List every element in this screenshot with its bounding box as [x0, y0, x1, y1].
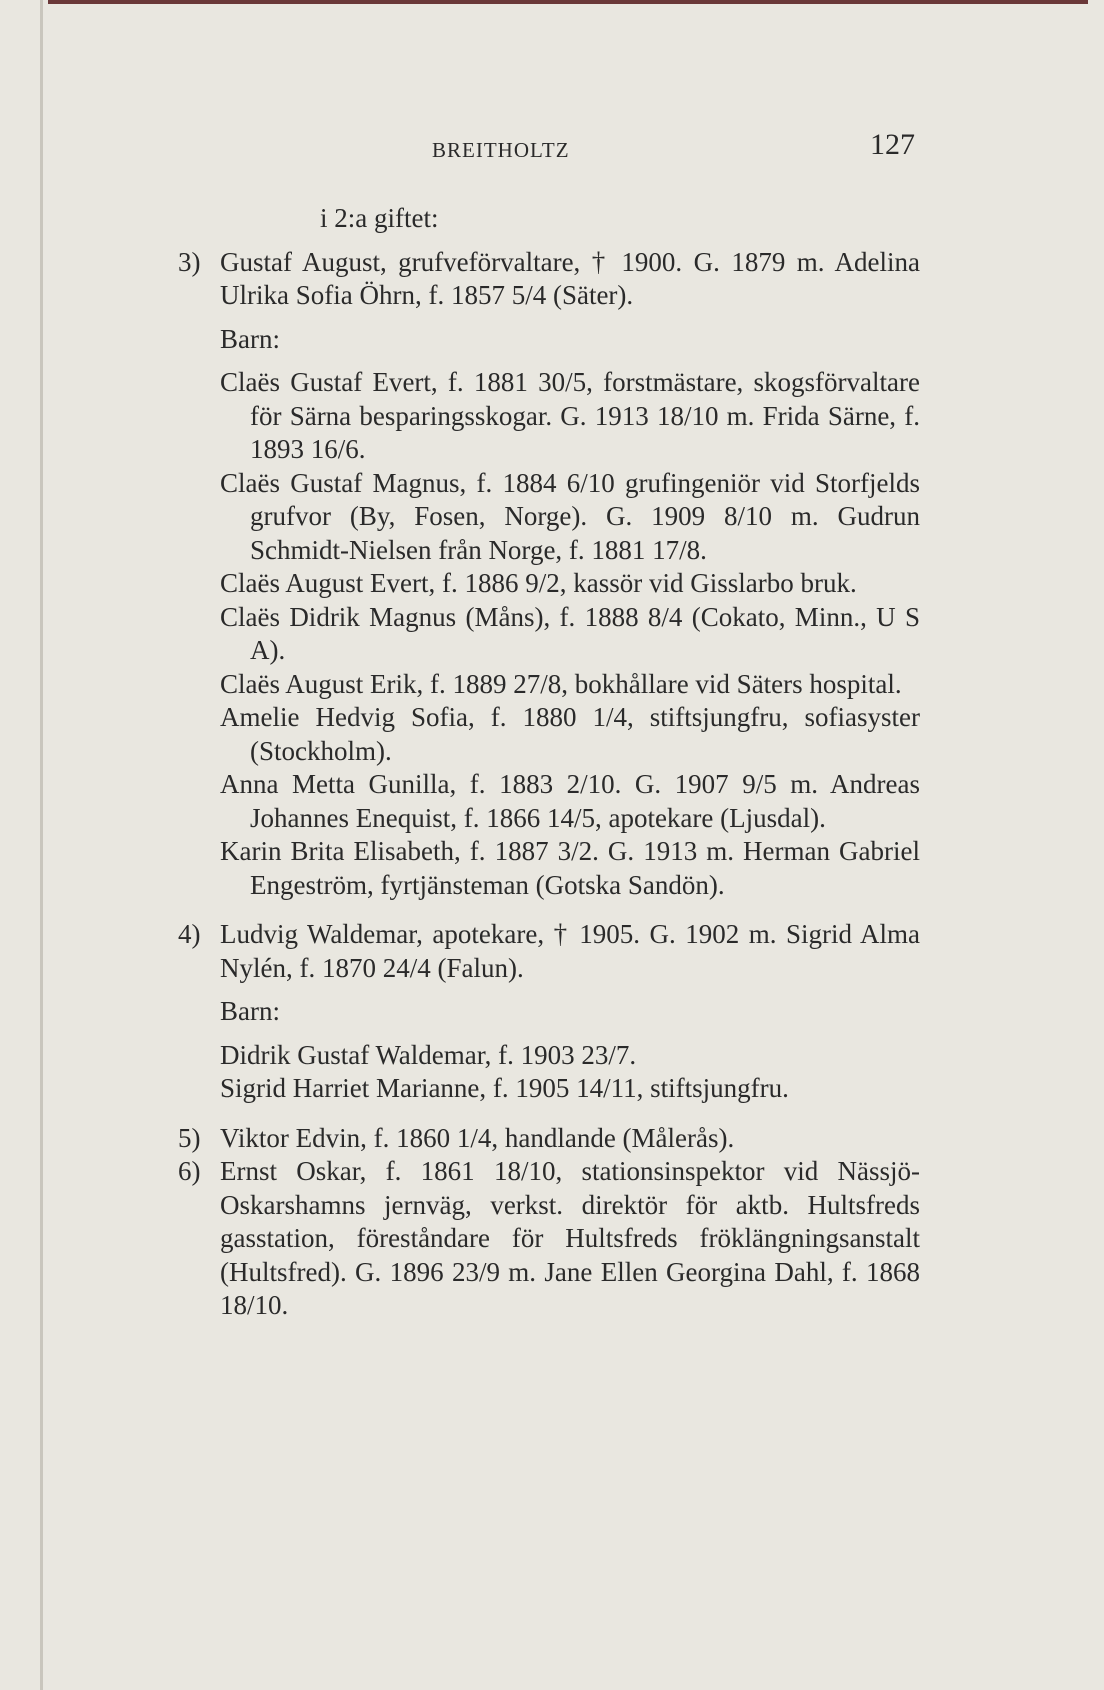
entry-number: 4)	[178, 919, 201, 949]
entry-text: Ernst Oskar, f. 1861 18/10, stationsinspektor vid Nässjö-Oskarshamns jernväg, verkst. direktör för aktb. Hultsfreds gasstation, föreståndare för Hultsfreds fröklängningsanstalt (Hultsfred). G. 1896 23/9 m. Jane Ellen Georgina Dahl, f. 1868 18/10.	[220, 1156, 920, 1320]
entry-4	[178, 918, 920, 1106]
child-entry: Claës Didrik Magnus (Måns), f. 1888 8/4 (Cokato, Minn., U S A).	[220, 601, 920, 665]
entry-3	[178, 246, 920, 903]
entry-text: Viktor Edvin, f. 1860 1/4, handlande (Målerås).	[220, 1122, 735, 1153]
child-entry: Claës Gustaf Evert, f. 1881 30/5, forstmästare, skogsförvaltare för Särna besparingsskogar. G. 1913 18/10 m. Frida Särne, f. 1893 16/6.	[220, 367, 920, 464]
child-entry: Didrik Gustaf Waldemar, f. 1903 23/7.	[220, 1039, 637, 1070]
book-page	[178, 128, 920, 1323]
page-gutter-line	[40, 0, 43, 1690]
child-entry: Claës Gustaf Magnus, f. 1884 6/10 grufingeniör vid Storfjelds grufvor (By, Fosen, Norge). G. 1909 8/10 m. Gudrun Schmidt-Nielsen från Norge, f. 1881 17/8.	[220, 467, 920, 565]
page-header	[220, 128, 920, 162]
barn-label: Barn:	[220, 996, 280, 1026]
child-entry: Claës August Erik, f. 1889 27/8, bokhållare vid Säters hospital.	[220, 668, 902, 699]
child-entry: Claës August Evert, f. 1886 9/2, kassör vid Gisslarbo bruk.	[220, 568, 857, 598]
entry-number: 6)	[178, 1156, 201, 1186]
barn-label: Barn:	[220, 323, 280, 354]
child-entry: Sigrid Harriet Marianne, f. 1905 14/11, stiftsjungfru.	[220, 1073, 789, 1103]
child-entry: Amelie Hedvig Sofia, f. 1880 1/4, stiftsjungfru, sofiasyster (Stockholm).	[220, 702, 920, 766]
top-edge-band	[48, 0, 1088, 4]
child-entry: Anna Metta Gunilla, f. 1883 2/10. G. 1907 9/5 m. Andreas Johannes Enequist, f. 1866 14/5, apotekare (Ljusdal).	[220, 769, 920, 833]
entry-number: 5)	[178, 1122, 201, 1153]
entry-number: 3)	[178, 246, 201, 277]
section-heading: i 2:a giftet:	[320, 203, 439, 233]
child-entry: Karin Brita Elisabeth, f. 1887 3/2. G. 1913 m. Herman Gabriel Engeström, fyrtjänsteman (Gotska Sandön).	[220, 836, 920, 900]
running-head: BREITHOLTZ	[432, 138, 570, 162]
page-number: 127	[870, 128, 915, 161]
entry-6	[178, 1155, 920, 1323]
entry-text: Ludvig Waldemar, apotekare, † 1905. G. 1902 m. Sigrid Alma Nylén, f. 1870 24/4 (Falun).	[220, 919, 920, 983]
entry-5	[178, 1122, 920, 1156]
entry-text: Gustaf August, grufveförvaltare, † 1900. G. 1879 m. Adelina Ulrika Sofia Öhrn, f. 1857 5/4 (Säter).	[220, 246, 920, 310]
